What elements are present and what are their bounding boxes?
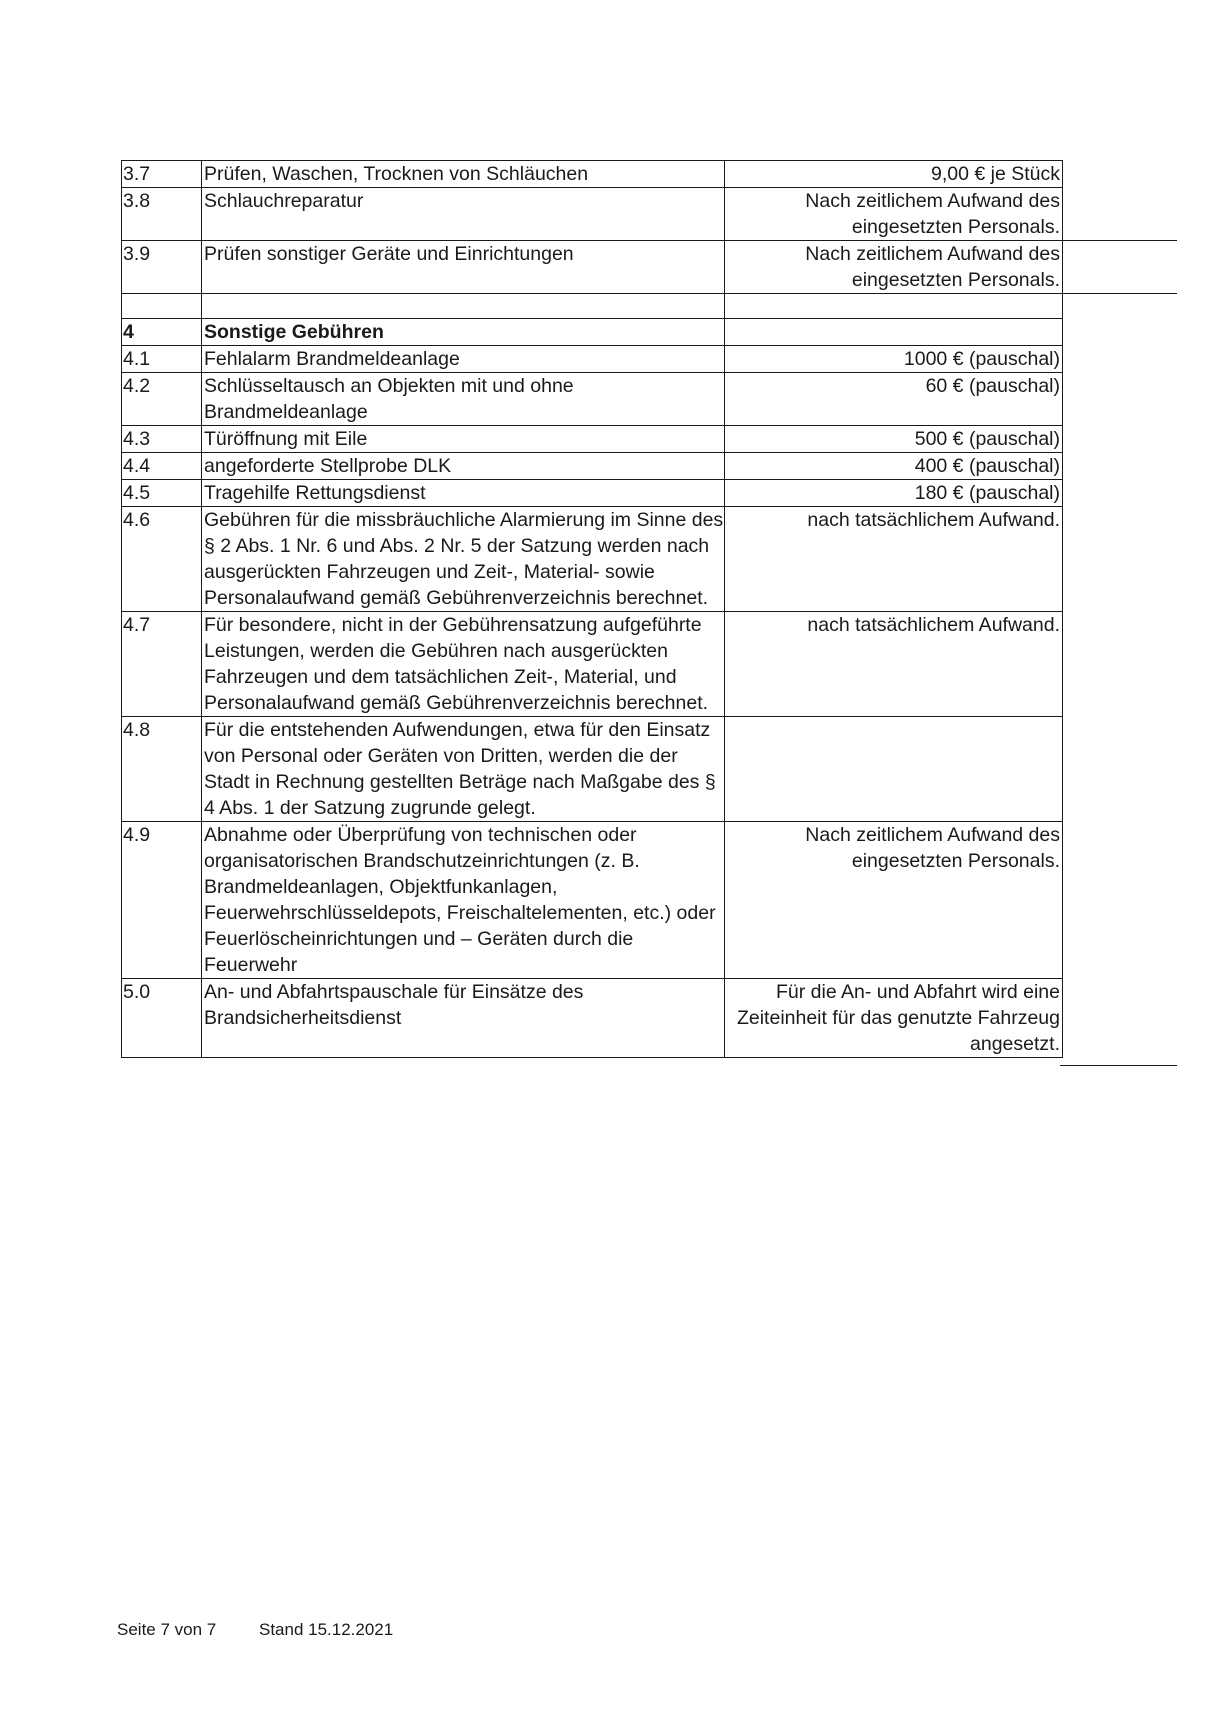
row-fee [725,717,1063,822]
row-fee: 500 € (pauschal) [725,426,1063,453]
table-row [122,188,1063,241]
section-title: Sonstige Gebühren [202,319,725,346]
revision-date: Stand 15.12.2021 [258,1620,394,1639]
row-number: 4.7 [122,612,202,717]
section-header-row [122,319,1063,346]
empty-cell [202,294,725,319]
row-description: Schlüsseltausch an Objekten mit und ohne Brandmeldeanlage [202,373,725,426]
row-description: Schlauchreparatur [202,188,725,241]
row-fee: 400 € (pauschal) [725,453,1063,480]
table-row [122,373,1063,426]
row-number: 3.9 [122,241,202,294]
row-fee: 60 € (pauschal) [725,373,1063,426]
row-number: 3.8 [122,188,202,241]
row-number: 4.9 [122,822,202,979]
row-fee: nach tatsächlichem Aufwand. [725,507,1063,612]
row-description: Prüfen, Waschen, Trocknen von Schläuchen [202,161,725,188]
row-description: Für die entstehenden Aufwendungen, etwa für den Einsatz von Personal oder Geräten von Dritten, werden die der Stadt in Rechnung gestellten Beträge nach Maßgabe des § 4 Abs. 1 der Satzung zugrunde gelegt. [202,717,725,822]
row-description: Prüfen sonstiger Geräte und Einrichtungen [202,241,725,294]
section-number: 4 [122,319,202,346]
row-description: Für besondere, nicht in der Gebührensatzung aufgeführte Leistungen, werden die Gebühren nach ausgerückten Fahrzeugen und dem tatsächlichen Zeit-, Material, und Personalaufwand gemäß Gebührenverzeichnis berechnet. [202,612,725,717]
table-rule-extension [1060,293,1177,294]
table-row [122,717,1063,822]
row-number: 4.3 [122,426,202,453]
table-rule-extension [1060,1065,1177,1066]
table-row [122,822,1063,979]
page-footer [117,1620,431,1640]
row-description: An- und Abfahrtspauschale für Einsätze des Brandsicherheitsdienst [202,979,725,1058]
row-fee: 180 € (pauschal) [725,480,1063,507]
row-fee: 9,00 € je Stück [725,161,1063,188]
row-number: 5.0 [122,979,202,1058]
spacer-row [122,294,1063,319]
row-description: Türöffnung mit Eile [202,426,725,453]
table-row [122,426,1063,453]
table-row [122,612,1063,717]
table-row [122,507,1063,612]
row-number: 4.4 [122,453,202,480]
row-description: Abnahme oder Überprüfung von technischen oder organisatorischen Brandschutzeinrichtungen (z. B. Brandmeldeanlagen, Objektfunkanlagen, Feuerwehrschlüsseldepots, Freischaltelementen, etc.) oder Feuerlöscheinrichtungen und – Geräten durch die Feuerwehr [202,822,725,979]
table-row [122,161,1063,188]
row-description: Gebühren für die missbräuchliche Alarmierung im Sinne des § 2 Abs. 1 Nr. 6 und Abs. 2 Nr. 5 der Satzung werden nach ausgerückten Fahrzeugen und Zeit-, Material- sowie Personalaufwand gemäß Gebührenverzeichnis berechnet. [202,507,725,612]
row-fee: nach tatsächlichem Aufwand. [725,612,1063,717]
row-description: angeforderte Stellprobe DLK [202,453,725,480]
row-number: 4.5 [122,480,202,507]
row-number: 3.7 [122,161,202,188]
row-fee: Nach zeitlichem Aufwand des eingesetzten Personals. [725,822,1063,979]
table-row [122,979,1063,1058]
row-fee: Nach zeitlichem Aufwand des eingesetzten Personals. [725,188,1063,241]
row-fee: Für die An- und Abfahrt wird eine Zeiteinheit für das genutzte Fahrzeug angesetzt. [725,979,1063,1058]
table-row [122,453,1063,480]
row-fee: 1000 € (pauschal) [725,346,1063,373]
table-rule-extension [1060,240,1177,241]
row-description: Fehlalarm Brandmeldeanlage [202,346,725,373]
row-number: 4.8 [122,717,202,822]
row-description: Tragehilfe Rettungsdienst [202,480,725,507]
table-row [122,241,1063,294]
fee-table [121,160,1063,1058]
table-row [122,480,1063,507]
row-fee: Nach zeitlichem Aufwand des eingesetzten Personals. [725,241,1063,294]
row-fee [725,319,1063,346]
empty-cell [725,294,1063,319]
page-number: Seite 7 von 7 [117,1620,217,1639]
table-row [122,346,1063,373]
row-number: 4.2 [122,373,202,426]
row-number: 4.6 [122,507,202,612]
empty-cell [122,294,202,319]
row-number: 4.1 [122,346,202,373]
